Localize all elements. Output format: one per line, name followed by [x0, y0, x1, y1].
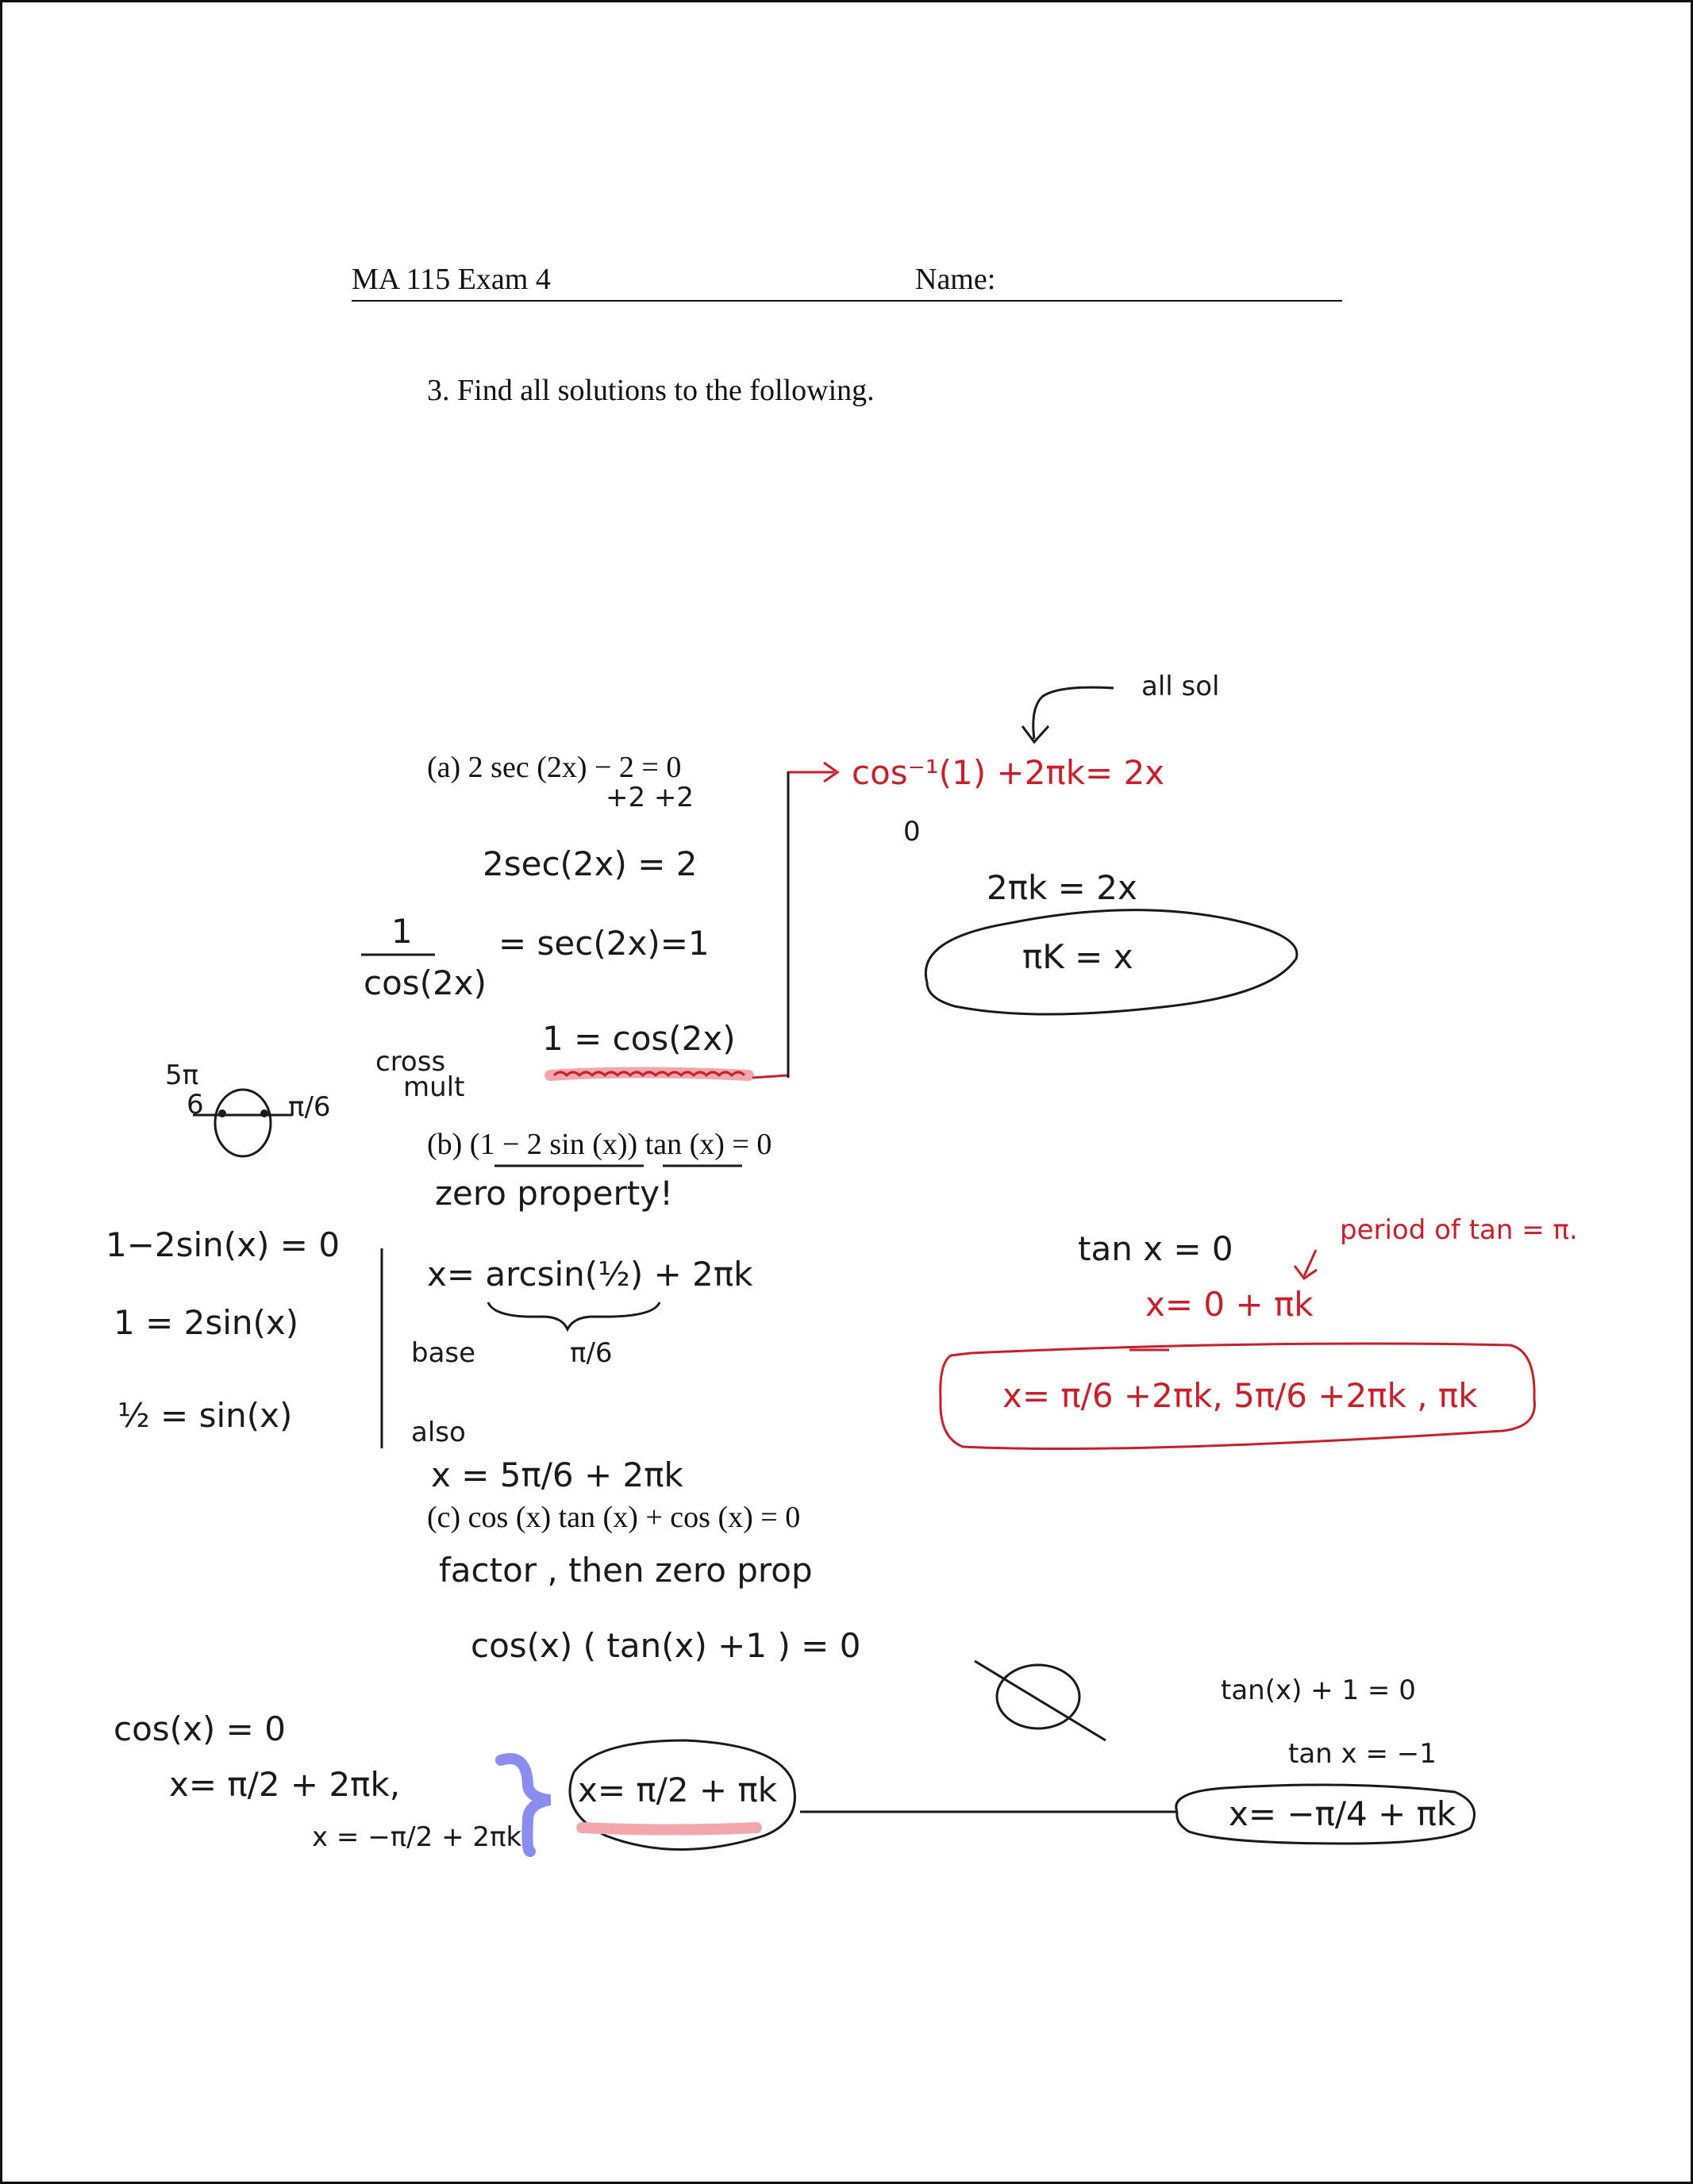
highlight-c [582, 1828, 756, 1830]
red-arrowhead [824, 763, 837, 782]
a-step3: 1 = cos(2x) [542, 1019, 736, 1058]
c-cos-sol2: x = −π/2 + 2πk [312, 1821, 522, 1853]
b-base-val: π/6 [570, 1337, 613, 1369]
empty-set-slash [975, 1661, 1106, 1740]
b-circle-right: π/6 [288, 1091, 331, 1123]
a-cross: cross [375, 1046, 446, 1078]
b-tan-eq: tan x = 0 [1078, 1229, 1233, 1268]
course-title: MA 115 Exam 4 [352, 263, 551, 296]
header-rule [352, 300, 1342, 302]
unit-circle-sketch [215, 1090, 271, 1156]
all-sol-arrowhead [1022, 726, 1049, 742]
a-mult: mult [403, 1071, 465, 1103]
all-sol-arrow [1033, 687, 1114, 739]
c-cos-eq: cos(x) = 0 [114, 1709, 286, 1748]
b-period-note: period of tan = π. [1340, 1214, 1578, 1246]
b-left1: 1−2sin(x) = 0 [106, 1225, 341, 1264]
highlight-a [550, 1073, 748, 1076]
b-left2: 1 = 2sin(x) [114, 1303, 299, 1342]
a-frac-den: cos(2x) [364, 963, 487, 1002]
a-red-zero: 0 [903, 816, 921, 848]
name-label: Name: [915, 263, 996, 296]
b-also-eq: x = 5π/6 + 2πk [431, 1455, 683, 1494]
a-plus-two: +2 +2 [606, 782, 695, 813]
c-factored: cos(x) ( tan(x) +1 ) = 0 [471, 1626, 861, 1665]
b-circle-left-den: 6 [187, 1089, 204, 1121]
a-all-sol: all sol [1141, 671, 1220, 702]
a-red-inverse: cos⁻¹(1) +2πk= 2x [852, 753, 1165, 792]
a-answer: πK = x [1022, 937, 1133, 976]
b-tan-sol: x= 0 + πk [1145, 1285, 1314, 1324]
red-connector [752, 772, 834, 1078]
red-squiggle [554, 1072, 745, 1075]
ink-annotations [2, 2, 1693, 2184]
part-a-label: (a) 2 sec (2x) − 2 = 0 [427, 751, 682, 784]
arcsin-brace [488, 1302, 660, 1329]
part-c-label: (c) cos (x) tan (x) + cos (x) = 0 [427, 1501, 801, 1534]
a-step4: 2πk = 2x [987, 868, 1137, 907]
b-arcsin: x= arcsin(½) + 2πk [427, 1255, 753, 1294]
c-tan-eq2: tan x = −1 [1288, 1738, 1437, 1770]
c-answer-right: x= −π/4 + πk [1229, 1794, 1456, 1833]
period-arrow [1304, 1250, 1316, 1276]
a-step1: 2sec(2x) = 2 [483, 844, 698, 883]
a-step2: = sec(2x)=1 [498, 924, 710, 963]
period-arrowhead [1295, 1266, 1317, 1278]
b-circle-left: 5π [165, 1059, 199, 1091]
c-factor-note: factor , then zero prop [439, 1551, 813, 1590]
question-prompt: 3. Find all solutions to the following. [427, 374, 875, 407]
unit-circle-point-right [260, 1109, 268, 1117]
a-frac-num: 1 [391, 912, 413, 951]
c-cos-sol1: x= π/2 + 2πk, [169, 1765, 401, 1804]
b-base: base [411, 1337, 476, 1369]
empty-set-circle [997, 1665, 1079, 1728]
b-also: also [411, 1417, 466, 1448]
c-tan-eq: tan(x) + 1 = 0 [1221, 1675, 1416, 1706]
part-b-label: (b) (1 − 2 sin (x)) tan (x) = 0 [427, 1128, 772, 1161]
c-answer-left: x= π/2 + πk [578, 1771, 778, 1809]
b-zero-property: zero property! [435, 1174, 673, 1213]
b-answer: x= π/6 +2πk, 5π/6 +2πk , πk [1002, 1376, 1478, 1415]
unit-circle-point-left [218, 1109, 226, 1117]
b-left3: ½ = sin(x) [117, 1396, 293, 1435]
